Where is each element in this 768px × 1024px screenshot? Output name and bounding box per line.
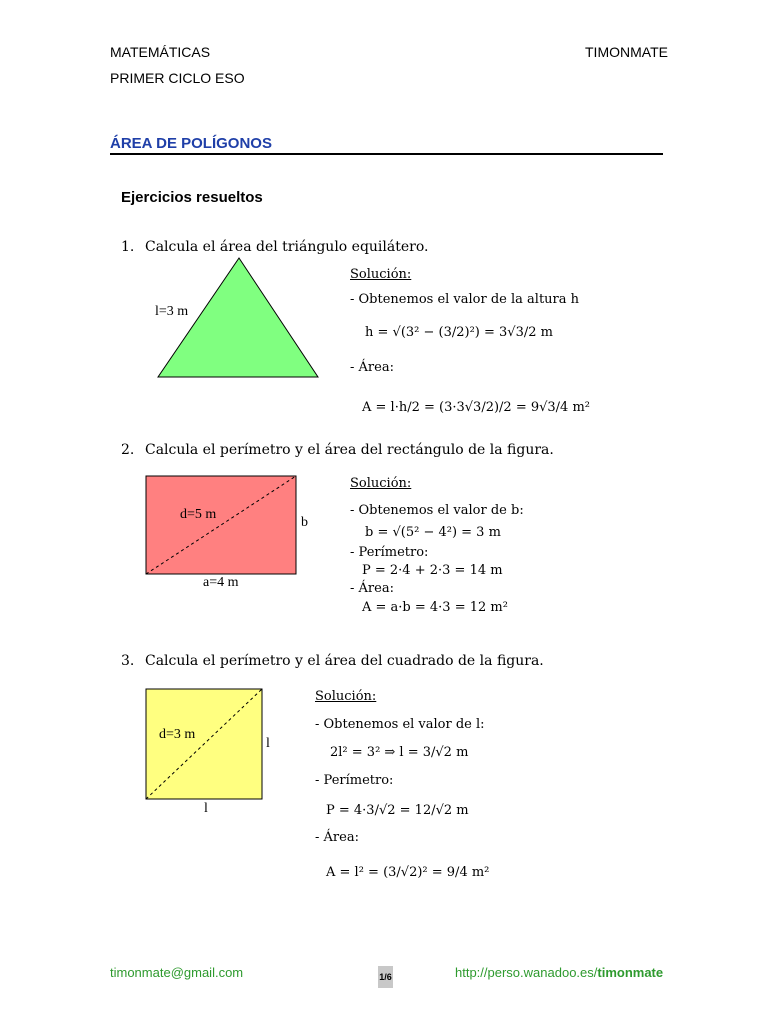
header-subject: MATEMÁTICAS — [110, 44, 211, 60]
triangle-side-label: l=3 m — [155, 304, 189, 319]
exercise-1-step-1: - Obtenemos el valor de la altura h — [350, 292, 580, 307]
exercise-2-solution-heading: Solución: — [350, 476, 412, 491]
exercise-2-formula-perimeter: P = 2·4 + 2·3 = 14 m — [362, 563, 503, 578]
exercise-3-formula-perimeter: P = 4·3/√2 = 12/√2 m — [326, 803, 469, 818]
rectangle-bottom-label: a=4 m — [203, 575, 239, 590]
exercise-3-step-2: - Perímetro: — [315, 773, 394, 788]
header-level: PRIMER CICLO ESO — [110, 70, 245, 86]
page-title: ÁREA DE POLÍGONOS — [110, 135, 272, 152]
equilateral-triangle-figure — [150, 255, 330, 385]
exercise-2-step-3: - Área: — [350, 581, 394, 596]
exercise-1-solution-heading: Solución: — [350, 267, 412, 282]
square-diagonal-label: d=3 m — [159, 727, 196, 742]
exercise-1-number: 1. — [121, 239, 135, 255]
exercise-2-formula-area: A = a·b = 4·3 = 12 m² — [362, 600, 508, 615]
exercise-3-step-1: - Obtenemos el valor de l: — [315, 717, 485, 732]
exercise-1-statement: Calcula el área del triángulo equilátero. — [145, 239, 429, 255]
footer-email-link[interactable]: timonmate@gmail.com — [110, 965, 244, 980]
exercise-3-formula-l: 2l² = 3² ⇒ l = 3/√2 m — [330, 745, 469, 760]
exercise-2-statement: Calcula el perímetro y el área del rectángulo de la figura. — [145, 442, 554, 458]
square-figure — [140, 683, 270, 805]
section-subtitle: Ejercicios resueltos — [121, 189, 263, 206]
page-number: 1/6 — [378, 966, 393, 988]
exercise-2-step-2: - Perímetro: — [350, 545, 429, 560]
exercise-3-statement: Calcula el perímetro y el área del cuadrado de la figura. — [145, 653, 544, 669]
exercise-2-step-1: - Obtenemos el valor de b: — [350, 503, 524, 518]
exercise-1-step-2: - Área: — [350, 360, 394, 375]
exercise-3-formula-area: A = l² = (3/√2)² = 9/4 m² — [326, 865, 490, 880]
exercise-2-number: 2. — [121, 442, 135, 458]
exercise-3-number: 3. — [121, 653, 135, 669]
title-rule — [110, 153, 663, 155]
exercise-3-solution-heading: Solución: — [315, 689, 377, 704]
square-side-label: l — [266, 736, 270, 751]
square-bottom-label: l — [204, 801, 208, 816]
exercise-3-step-3: - Área: — [315, 830, 359, 845]
rectangle-diagonal-label: d=5 m — [180, 507, 217, 522]
exercise-1-formula-height: h = √(3² − (3/2)²) = 3√3/2 m — [365, 325, 553, 340]
exercise-2-formula-b: b = √(5² − 4²) = 3 m — [365, 525, 501, 540]
rectangle-side-label: b — [301, 515, 308, 530]
exercise-1-formula-area: A = l·h/2 = (3·3√3/2)/2 = 9√3/4 m² — [362, 400, 590, 415]
footer-url-link[interactable] — [455, 965, 663, 980]
rectangle-figure — [140, 470, 305, 580]
footer-url-prefix: http://perso.wanadoo.es/ — [455, 965, 598, 980]
header-author: TIMONMATE — [585, 44, 668, 60]
footer-url-bold: timonmate — [597, 965, 664, 980]
